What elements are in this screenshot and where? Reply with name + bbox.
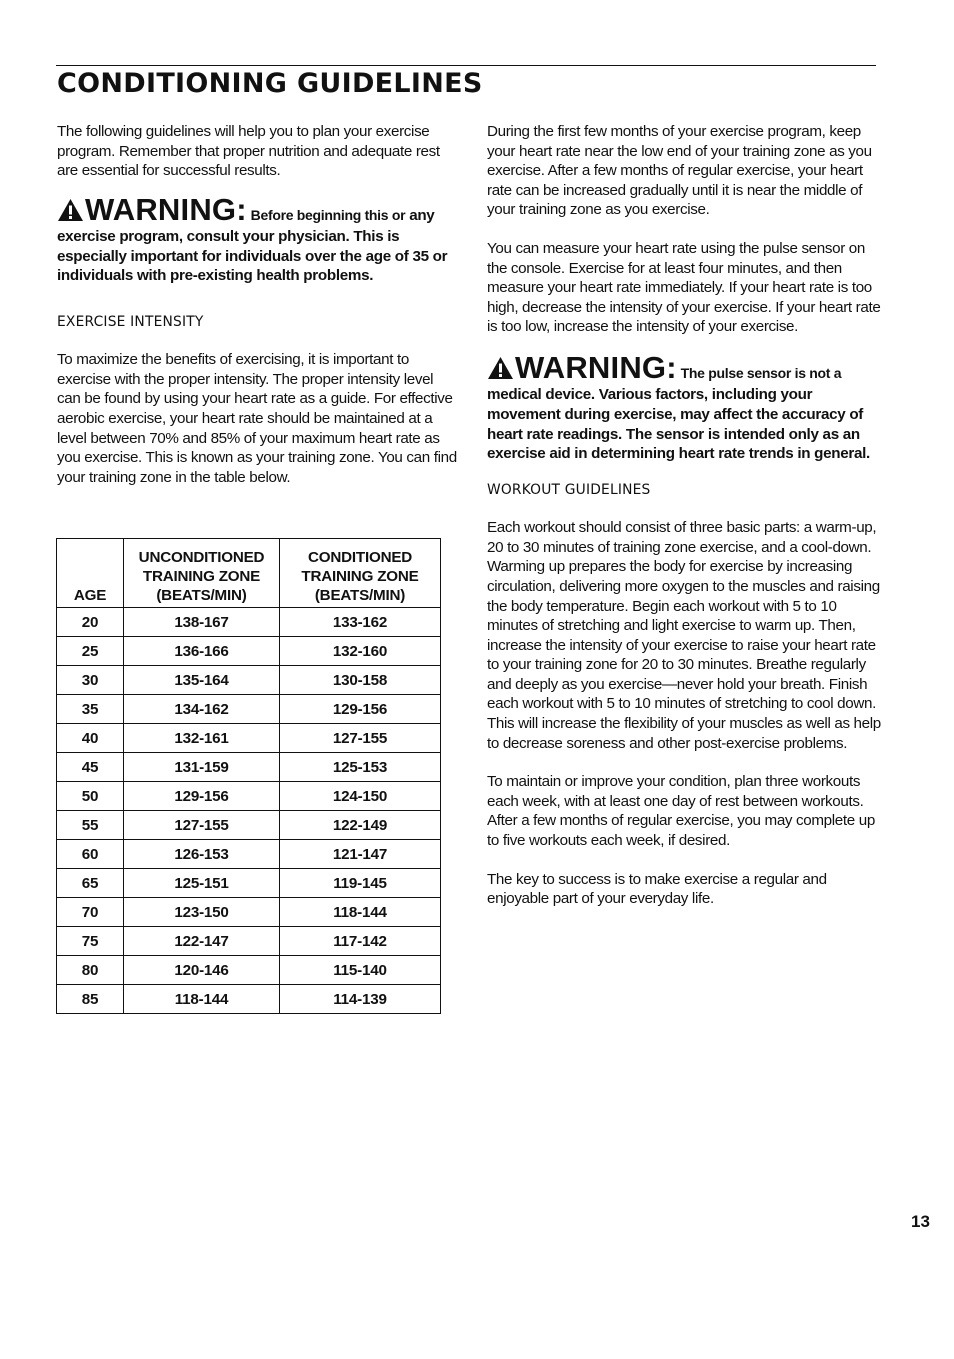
unconditioned-zone-cell: 138-167 — [124, 608, 280, 637]
table-row — [57, 724, 441, 753]
exercise-intensity-paragraph: To maximize the benefits of exercising, it is important to exercise with the proper intensity. The proper intensity level can be found by using your heart rate as a guide. For effective aerobic exercise, your heart rate should be maintained at a level between 70% and 85% of your maximum heart rate as you exercise. This is known as your training zone. You can find your training zone in the table below. — [57, 351, 457, 486]
age-cell: 40 — [57, 724, 124, 753]
header-age: AGE — [57, 539, 124, 608]
conditioned-zone-cell: 130-158 — [280, 666, 441, 695]
table-row — [57, 869, 441, 898]
unconditioned-zone-cell: 131-159 — [124, 753, 280, 782]
warning-text: any exercise program, consult your physician. This is especially important for individuals over the age of 35 or individuals with pre-existing health problems. — [57, 206, 448, 285]
conditioned-zone-cell: 119-145 — [280, 869, 441, 898]
conditioned-zone-cell: 127-155 — [280, 724, 441, 753]
intro-paragraph: The following guidelines will help you to plan your exercise program. Remember that proper nutrition and adequate rest are essential for successful results. — [57, 123, 440, 180]
warning-triangle-icon — [487, 356, 514, 380]
unconditioned-zone-cell: 122-147 — [124, 927, 280, 956]
conditioned-zone-cell: 114-139 — [280, 985, 441, 1014]
conditioned-zone-cell: 132-160 — [280, 637, 441, 666]
age-cell: 20 — [57, 608, 124, 637]
table-row — [57, 666, 441, 695]
conditioned-zone-cell: 117-142 — [280, 927, 441, 956]
age-cell: 75 — [57, 927, 124, 956]
table-row — [57, 840, 441, 869]
age-cell: 55 — [57, 811, 124, 840]
table-row — [57, 811, 441, 840]
unconditioned-zone-cell: 118-144 — [124, 985, 280, 1014]
warning-triangle-icon — [57, 198, 84, 222]
conditioned-zone-cell: 129-156 — [280, 695, 441, 724]
training-zone-table — [56, 538, 441, 1014]
table-row — [57, 695, 441, 724]
conditioned-zone-cell: 121-147 — [280, 840, 441, 869]
heart-rate-progression-paragraph: During the first few months of your exercise program, keep your heart rate near the low end of your training zone as you exercise. After a few months of regular exercise, your heart rate can be increased gradually until it is near the middle of your training zone as you exercise. — [487, 123, 872, 219]
unconditioned-zone-cell: 132-161 — [124, 724, 280, 753]
unconditioned-zone-cell: 120-146 — [124, 956, 280, 985]
age-cell: 50 — [57, 782, 124, 811]
conditioned-zone-cell: 133-162 — [280, 608, 441, 637]
physician-warning — [57, 193, 457, 286]
warning-lead-text: The pulse sensor is not a — [680, 364, 842, 381]
table-row — [57, 753, 441, 782]
unconditioned-zone-cell: 134-162 — [124, 695, 280, 724]
conditioned-zone-cell: 118-144 — [280, 898, 441, 927]
pulse-sensor-warning — [487, 351, 883, 464]
header-conditioned: CONDITIONED TRAINING ZONE (BEATS/MIN) — [280, 539, 441, 608]
unconditioned-zone-cell: 125-151 — [124, 869, 280, 898]
conditioned-zone-cell: 125-153 — [280, 753, 441, 782]
page-title: CONDITIONING GUIDELINES — [57, 68, 483, 99]
unconditioned-zone-cell: 129-156 — [124, 782, 280, 811]
unconditioned-zone-cell: 123-150 — [124, 898, 280, 927]
warning-label: WARNING: — [515, 349, 677, 385]
workout-parts-paragraph: Each workout should consist of three basic parts: a warm-up, 20 to 30 minutes of training zone exercise, and a cool-down. Warming up prepares the body for exercise by increasing circulation, delivering more oxygen to the muscles and raising the body temperature. Begin each workout with 5 to 10 minutes of stretching and light exercise to warm up. Then, increase the intensity of your exercise to raise your heart rate to your training zone for 20 to 30 minutes. Breathe regularly and deeply as you exercise—never hold your breath. Finish each workout with 5 to 10 minutes of stretching to cool down. This will increase the flexibility of your muscles as well as help to decrease soreness and other post-exercise problems. — [487, 519, 881, 752]
top-rule — [56, 65, 876, 66]
age-cell: 25 — [57, 637, 124, 666]
age-cell: 60 — [57, 840, 124, 869]
workout-frequency-paragraph: To maintain or improve your condition, plan three workouts each week, with at least one day of rest between workouts. After a few months of regular exercise, you may complete up to five workouts each week, if desired. — [487, 773, 875, 850]
unconditioned-zone-cell: 127-155 — [124, 811, 280, 840]
age-cell: 35 — [57, 695, 124, 724]
workout-guidelines-heading: WORKOUT GUIDELINES — [487, 482, 651, 499]
unconditioned-zone-cell: 135-164 — [124, 666, 280, 695]
header-unconditioned: UNCONDITIONED TRAINING ZONE (BEATS/MIN) — [124, 539, 280, 608]
pulse-sensor-paragraph: You can measure your heart rate using the pulse sensor on the console. Exercise for at least four minutes, and then measure your heart rate immediately. If your heart rate is too high, decrease the intensity of your exercise. If your heart rate is too low, increase the intensity of your exercise. — [487, 239, 881, 336]
table-row — [57, 956, 441, 985]
age-cell: 30 — [57, 666, 124, 695]
age-cell: 65 — [57, 869, 124, 898]
table-row — [57, 637, 441, 666]
left-column — [57, 122, 457, 487]
exercise-intensity-heading: EXERCISE INTENSITY — [57, 314, 204, 331]
table-row — [57, 608, 441, 637]
table-row — [57, 927, 441, 956]
table-row — [57, 985, 441, 1014]
conditioned-zone-cell: 122-149 — [280, 811, 441, 840]
table-row — [57, 782, 441, 811]
age-cell: 85 — [57, 985, 124, 1014]
warning-text: medical device. Various factors, including your movement during exercise, may affect the accuracy of heart rate readings. The sensor is intended only as an exercise aid in determining heart rate trends in general. — [487, 385, 870, 463]
unconditioned-zone-cell: 126-153 — [124, 840, 280, 869]
age-cell: 80 — [57, 956, 124, 985]
table-header-row — [57, 539, 441, 608]
warning-lead-text: Before beginning this or — [250, 206, 406, 223]
warning-label: WARNING: — [85, 191, 247, 227]
key-to-success-paragraph: The key to success is to make exercise a regular and enjoyable part of your everyday life. — [487, 870, 827, 908]
unconditioned-zone-cell: 136-166 — [124, 637, 280, 666]
age-cell: 70 — [57, 898, 124, 927]
right-column — [487, 122, 883, 909]
table-row — [57, 898, 441, 927]
page-number: 13 — [911, 1212, 930, 1231]
conditioned-zone-cell: 115-140 — [280, 956, 441, 985]
conditioned-zone-cell: 124-150 — [280, 782, 441, 811]
age-cell: 45 — [57, 753, 124, 782]
